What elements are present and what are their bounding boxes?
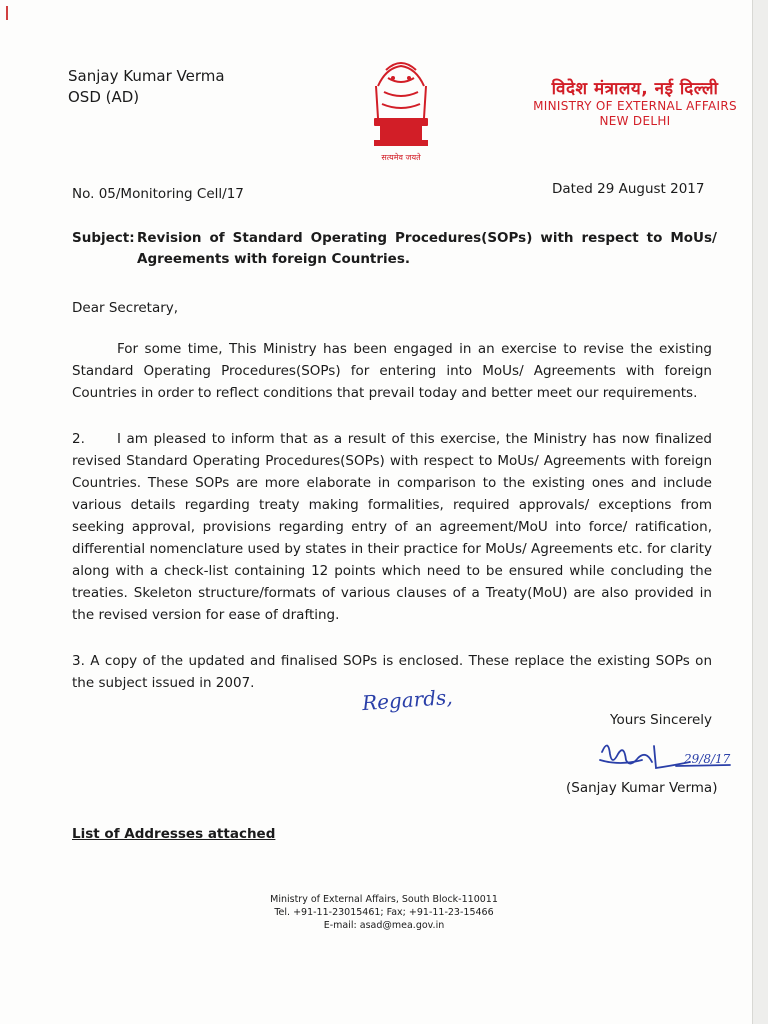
footer-phone-fax: Tel. +91-11-23015461; Fax; +91-11-23-15466 (274, 907, 494, 918)
reference-number: No. 05/Monitoring Cell/17 (72, 186, 244, 202)
attachment-note: List of Addresses attached (72, 826, 276, 842)
handwritten-regards: Regards, (361, 684, 454, 716)
scan-edge (752, 0, 768, 1024)
paragraph-2-text: I am pleased to inform that as a result of this exercise, the Ministry has now finalized revised Standard Operating Procedures(SOPs) with respect to MoUs/ Agreements with foreign Countries. These SOPs are more elaborate in comparison to the existing ones and include various details regarding treaty making formalities, required approvals/ exceptions from seeking approval, provisions regarding entry of an agreement/MoU into force/ ratification, differential nomenclature used by states in their practice for MoUs/ Agreements etc. for clarity along with a check-list containing 12 points which need to be ensured while concluding the treaties. Skeleton structure/formats of various clauses of a Treaty(MoU) are also provided in the revised version for ease of drafting. (72, 431, 712, 623)
subject-text: Revision of Standard Operating Procedures(SOPs) with respect to MoUs/ Agreements with foreign Countries. (137, 230, 717, 267)
sender-block (68, 66, 225, 108)
salutation: Dear Secretary, (72, 300, 179, 316)
signatory-name: (Sanjay Kumar Verma) (566, 780, 718, 796)
national-emblem-icon (356, 56, 446, 166)
ministry-name-english: MINISTRY OF EXTERNAL AFFAIRS (533, 99, 737, 113)
paragraph-1: For some time, This Ministry has been engaged in an exercise to revise the existing Standard Operating Procedures(SOPs) for entering into MoUs/ Agreements with foreign Countries in order to reflect conditions that prevail today and better meet our requirements. (72, 341, 712, 401)
margin-mark (6, 6, 8, 20)
sender-designation: OSD (AD) (68, 88, 140, 106)
ministry-name-hindi: विदेश मंत्रालय, नई दिल्ली (551, 79, 719, 99)
closing: Yours Sincerely (610, 712, 713, 728)
paragraph-3: 3. A copy of the updated and finalised SOPs is enclosed. These replace the existing SOPs on the subject issued in 2007. (72, 653, 712, 691)
footer-contact (214, 893, 554, 932)
signature-date: 29/8/17 (684, 752, 731, 766)
letter-date: Dated 29 August 2017 (552, 181, 705, 197)
paragraph-2-number: 2. (72, 431, 85, 447)
sender-name: Sanjay Kumar Verma (68, 67, 225, 85)
footer-address: Ministry of External Affairs, South Block-110011 (270, 894, 498, 905)
paragraph-2 (72, 428, 712, 626)
signature-image (580, 732, 740, 782)
ministry-city: NEW DELHI (599, 114, 671, 128)
emblem-motto: सत्यमेव जयते (381, 153, 421, 162)
subject-label: Subject: (72, 230, 135, 246)
footer-email: E-mail: asad@mea.gov.in (323, 920, 445, 931)
ministry-header (520, 76, 750, 129)
